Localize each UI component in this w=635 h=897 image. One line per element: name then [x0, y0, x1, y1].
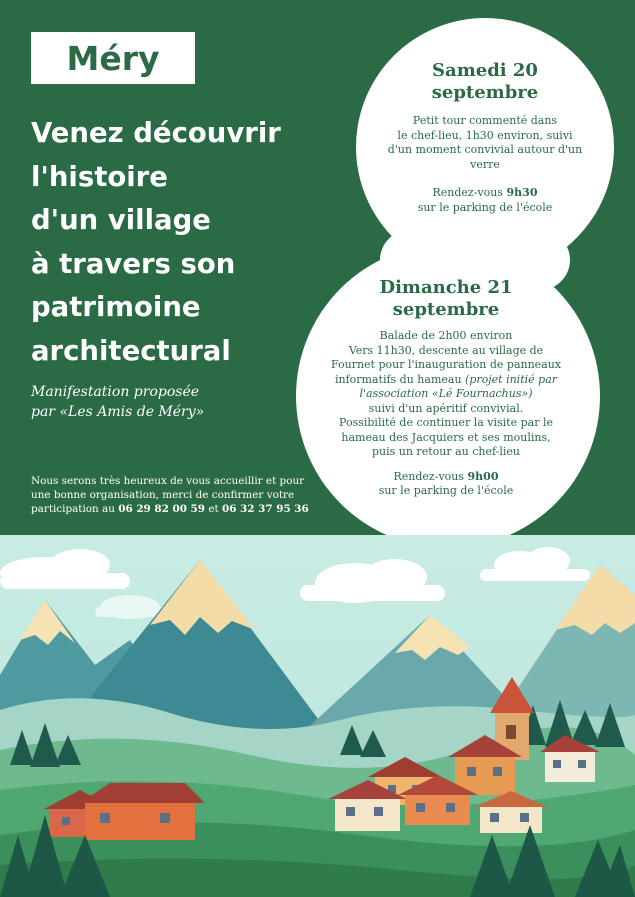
headline-line: Venez découvrir — [31, 117, 281, 149]
event-text: suivi d'un apéritif convivial. — [368, 401, 524, 415]
event-text: Petit tour commenté dans — [412, 114, 558, 127]
event-meeting-time — [326, 470, 566, 485]
event-sunday — [326, 277, 566, 499]
event-meeting — [375, 186, 595, 215]
headline-line: l'histoire — [31, 160, 168, 193]
event-text: Vers 11h30, descente au village de — [348, 343, 544, 357]
event-meeting-time — [375, 186, 595, 201]
house — [80, 783, 205, 840]
organizer-note — [31, 382, 271, 422]
headline-line: architectural — [31, 334, 231, 367]
event-title-line: Dimanche 21 — [379, 277, 513, 298]
event-text-part: informatifs du hameau — [334, 372, 462, 386]
event-note: l'association «Lé Fournachus») — [359, 387, 533, 400]
meeting-time: 9h00 — [467, 469, 499, 483]
rsvp-note — [31, 474, 321, 516]
organizer-line: par «Les Amis de Méry» — [31, 404, 205, 420]
event-description — [326, 329, 566, 460]
headline — [31, 112, 331, 373]
event-meeting — [326, 470, 566, 499]
event-title-line: septembre — [392, 299, 500, 320]
event-text: verre — [470, 157, 500, 171]
headline-line: patrimoine — [31, 291, 201, 323]
rsvp-line: une bonne organisation, merci de confirmer votre — [31, 489, 295, 501]
brand-box — [31, 32, 195, 84]
rsvp-line: participation au — [31, 503, 115, 515]
event-text: d'un moment convivial autour d'un — [387, 143, 583, 156]
phone-number: 06 29 82 00 59 — [118, 503, 206, 515]
meeting-time: 9h30 — [506, 186, 538, 199]
event-text: Possibilité de continuer la visite par le — [339, 416, 553, 429]
meeting-prefix: Rendez-vous — [432, 186, 504, 199]
event-text: puis un retour au chef-lieu — [371, 445, 521, 458]
event-text: Fournet pour l'inauguration de panneaux — [330, 358, 562, 371]
event-text: le chef-lieu, 1h30 environ, suivi — [397, 128, 573, 142]
brand-title: Méry — [66, 38, 160, 78]
rsvp-line: Nous serons très heureux de vous accueillir et pour — [31, 475, 305, 487]
phone-number: 06 32 37 95 36 — [221, 503, 309, 515]
meeting-place: sur le parking de l'école — [378, 484, 514, 497]
event-description — [375, 114, 595, 172]
event-text — [326, 373, 566, 388]
meeting-place: sur le parking de l'école — [417, 200, 553, 214]
event-saturday — [375, 60, 595, 215]
landscape-illustration — [0, 535, 635, 897]
event-text: hameau des Jacquiers et ses moulins, — [341, 430, 551, 444]
event-title-line: septembre — [431, 82, 539, 103]
organizer-line: Manifestation proposée — [31, 384, 200, 400]
meeting-prefix: Rendez-vous — [393, 469, 465, 483]
headline-line: à travers son — [31, 247, 236, 280]
headline-line: d'un village — [31, 204, 211, 236]
event-title-line: Samedi 20 — [432, 60, 538, 81]
event-note: (projet initié par — [465, 372, 558, 386]
event-title — [326, 277, 566, 321]
event-text: Balade de 2h00 environ — [379, 329, 513, 342]
rsvp-conjunction: et — [208, 503, 219, 515]
event-title — [375, 60, 595, 104]
